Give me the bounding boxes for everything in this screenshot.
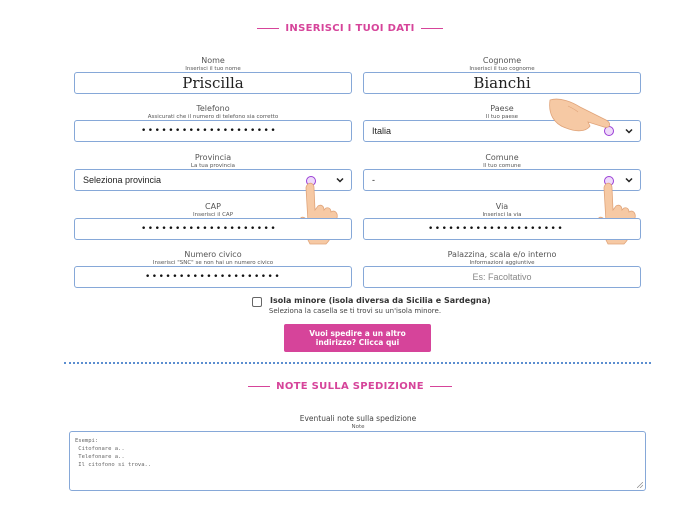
- cap-input[interactable]: [74, 218, 352, 240]
- title-line-right: [430, 386, 452, 387]
- telefono-label: Telefono: [196, 104, 230, 113]
- civico-hint: Inserisci "SNC" se non hai un numero civico: [152, 260, 274, 266]
- chevron-down-icon: [624, 126, 634, 136]
- title-line-left: [257, 28, 279, 29]
- civico-value: ••••••••••••••••••••: [145, 272, 282, 282]
- nome-hint: Inserisci il tuo nome: [185, 66, 241, 72]
- isola-minore-checkbox[interactable]: [252, 297, 262, 307]
- nome-label: Nome: [201, 56, 225, 65]
- nome-value: Priscilla: [182, 74, 244, 92]
- telefono-value: ••••••••••••••••••••: [141, 126, 278, 136]
- cognome-label: Cognome: [482, 56, 522, 65]
- section-title-dati: [0, 23, 700, 34]
- civico-input[interactable]: [74, 266, 352, 288]
- isola-minore-label: Isola minore (isola diversa da Sicilia e Sardegna): [270, 296, 491, 305]
- paese-hint: Il tuo paese: [485, 114, 519, 120]
- pointing-hand-icon: [546, 94, 618, 136]
- cap-hint: Inserisci il CAP: [192, 212, 234, 218]
- section-title-note-text: NOTE SULLA SPEDIZIONE: [276, 381, 424, 392]
- provincia-value: Seleziona provincia: [83, 175, 162, 185]
- palazzina-hint: Informazioni aggiuntive: [469, 260, 535, 266]
- palazzina-placeholder: Es: Facoltativo: [472, 272, 532, 282]
- nome-input[interactable]: [74, 72, 352, 94]
- ship-other-address-button[interactable]: Vuoi spedire a un altro indirizzo? Clicca qui: [284, 324, 431, 352]
- paese-label: Paese: [490, 104, 514, 113]
- resize-handle-icon[interactable]: [637, 482, 643, 488]
- notes-textarea[interactable]: [69, 431, 646, 491]
- telefono-input[interactable]: [74, 120, 352, 142]
- comune-value: -: [372, 175, 375, 185]
- notes-label: Eventuali note sulla spedizione: [299, 414, 417, 423]
- title-line-left: [248, 386, 270, 387]
- section-title-dati-text: INSERISCI I TUOI DATI: [285, 23, 415, 34]
- comune-hint: Il tuo comune: [483, 163, 521, 169]
- paese-value: Italia: [372, 126, 392, 136]
- cognome-hint: Inserisci il tuo cognome: [469, 66, 535, 72]
- comune-label: Comune: [485, 153, 519, 162]
- provincia-hint: La tua provincia: [190, 163, 236, 169]
- via-hint: Inserisci la via: [482, 212, 522, 218]
- palazzina-label: Palazzina, scala e/o interno: [447, 250, 557, 259]
- section-divider: [64, 362, 651, 364]
- cognome-value: Bianchi: [473, 74, 531, 92]
- notes-hint: Note: [351, 424, 365, 430]
- section-title-note: [0, 381, 700, 392]
- via-value: ••••••••••••••••••••: [428, 224, 565, 234]
- title-line-right: [421, 28, 443, 29]
- via-input[interactable]: [363, 218, 641, 240]
- civico-label: Numero civico: [184, 250, 242, 259]
- cognome-input[interactable]: [363, 72, 641, 94]
- notes-placeholder: Esempi: Citofonare a.. Telefonare a.. Il citofono si trova..: [75, 438, 152, 468]
- telefono-hint: Assicurati che il numero di telefono sia corretto: [147, 114, 279, 120]
- provincia-label: Provincia: [194, 153, 232, 162]
- via-label: Via: [495, 202, 509, 211]
- cap-value: ••••••••••••••••••••: [141, 224, 278, 234]
- palazzina-input[interactable]: [363, 266, 641, 288]
- cap-label: CAP: [205, 202, 221, 211]
- isola-minore-hint: Seleziona la casella se ti trovi su un'isola minore.: [268, 307, 442, 315]
